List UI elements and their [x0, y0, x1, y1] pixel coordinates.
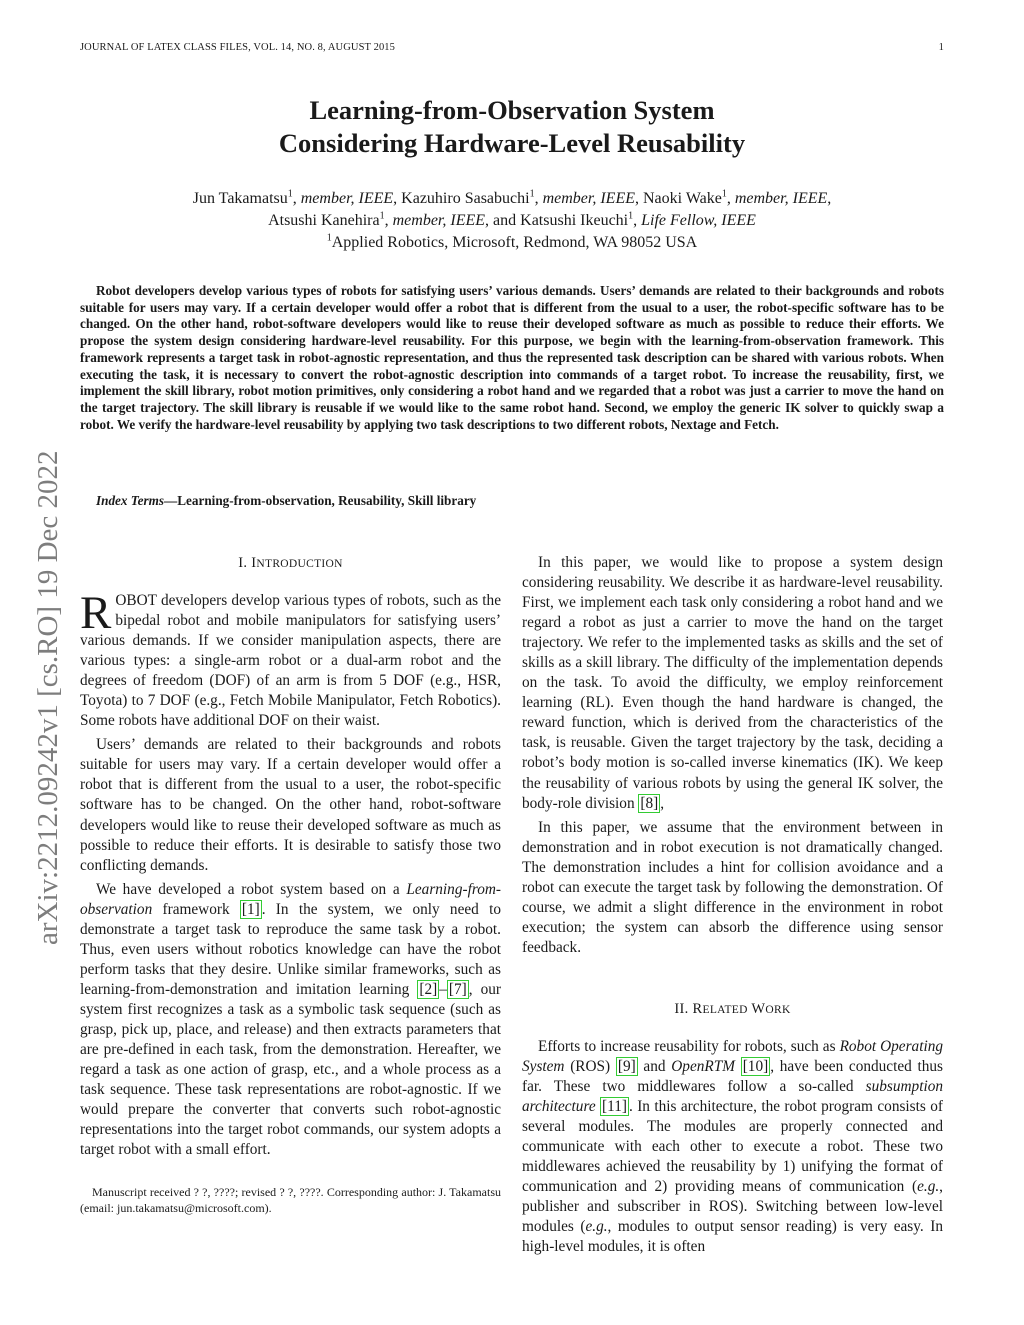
section-spacer — [522, 962, 943, 999]
citation-link[interactable]: [8] — [640, 794, 659, 812]
author-block — [80, 188, 944, 254]
emphasis-eg: e.g. — [585, 1218, 608, 1236]
index-terms-list: —Learning-from-observation, Reusability, Skill library — [164, 493, 477, 508]
section-heading-introduction — [80, 553, 501, 574]
journal-header: JOURNAL OF LATEX CLASS FILES, VOL. 14, NO. 8, AUGUST 2015 — [80, 42, 395, 53]
citation-link[interactable]: [7] — [448, 980, 467, 998]
left-column — [80, 553, 501, 1216]
text-run — [735, 1058, 741, 1075]
text-run: , publisher and subscriber in ROS). Switching between low-level modules ( — [522, 1178, 943, 1236]
right-column — [522, 553, 943, 1261]
citation-link[interactable]: [2] — [419, 980, 438, 998]
text-run: – — [439, 980, 447, 998]
related-paragraph-1 — [522, 1037, 943, 1258]
emphasis-subsumption: subsumption architecture — [522, 1078, 943, 1116]
author-name: Naoki Wake — [643, 190, 722, 207]
author-line-1: Jun Takamatsu$^1$, member, IEEE, Kazuhiro Sasabuchi$^1$, member, IEEE, Naoki Wake$^1$, member, IEEE, — [192, 188, 832, 207]
citation-link[interactable]: [11] — [602, 1098, 627, 1116]
citation-link[interactable]: [10] — [742, 1057, 769, 1075]
author-name: Atsushi Kanehira — [268, 212, 380, 229]
author-name: Katsushi Ikeuchi — [520, 212, 629, 229]
right-paragraph-2: In this paper, we assume that the environment between in demonstration and in robot execution is not dramatically changed. The demonstration includes a hint for collision avoidance and a robot can execute the target task by following the demonstration. Of course, we admit a slight difference in the environment in robot execution; the system can absorb the difference using sensor feedback. — [522, 818, 943, 956]
section-heading-related-work — [522, 999, 943, 1020]
intro-paragraph-3 — [80, 880, 501, 1161]
text-run: In this paper, we would like to propose a system design considering reusability. We describe it as hardware-level reusability. First, we implement each task only considering a robot hand and we regard a robot as just a carrier to move the hand on the target trajectory. We refer to the implemented tasks as skills and the set of skills as a skill library. The difficulty of the implementation depends on the task. To avoid the difficulty, we employ reinforcement learning (RL). Even though the hand hardware is changed, the reward function, which is derived from the characteristics of the task, is reusable. Given the target trajectory by the task, deciding a robot’s body motion is so-called inverse kinematics (IK). We keep the reusability of various robots by using the general IK solver, the body-role division — [522, 554, 943, 812]
author-role: Life Fellow, IEEE — [641, 212, 756, 229]
author-role: member, IEEE — [300, 190, 394, 207]
citation-link[interactable]: [1] — [241, 900, 260, 918]
title-line-2: Considering Hardware-Level Reusability — [278, 128, 746, 158]
emphasis-lfo: Learning-from-observation — [80, 880, 501, 918]
author-affiliation-mark: 1 — [529, 188, 535, 200]
emphasis-eg: e.g. — [917, 1178, 940, 1196]
text-run: , our system first recognizes a task as a symbolic task sequence (such as grasp, pick up, place, and release) and then extracts parameters that are pre-defined in each task, from the demonstration. Hereafter, we regard a task as one action of grasp, etc., and a whole process as a task sequence. These task representations are robot-agnostic. If we would prepare the converter that converts such robot-agnostic representations into the target robot commands, our system adopts a target robot with a small effort. — [80, 980, 501, 1159]
affiliation: Applied Robotics, Microsoft, Redmond, WA 98052 USA — [331, 234, 698, 251]
section-title-rest: NTRODUCTION — [256, 558, 343, 570]
running-head — [80, 42, 944, 53]
intro-paragraph-1 — [80, 587, 501, 731]
drop-cap: R — [80, 587, 112, 639]
author-role: member, IEEE — [392, 212, 486, 229]
section-title-initial: W — [751, 1000, 766, 1017]
author-role: member, IEEE — [542, 190, 635, 207]
paper-title — [112, 94, 912, 160]
arxiv-stamp[interactable]: arXiv:2212.09242v1 [cs.RO] 19 Dec 2022 — [32, 450, 64, 945]
section-number: II. — [674, 1000, 689, 1017]
footnote: Manuscript received ? ?, ????; revised ? ?, ????. Corresponding author: J. Takamatsu (email: jun.takamatsu@microsoft.com). — [80, 1185, 501, 1216]
author-role: member, IEEE — [734, 190, 828, 207]
text-run: , have been conducted thus far. These two middlewares follow a so-called — [522, 1057, 944, 1096]
author-affiliation-mark: 1 — [287, 188, 293, 200]
author-affiliation-mark: 1 — [721, 188, 727, 200]
emphasis-ros: Robot Operating System — [522, 1037, 943, 1075]
affiliation-line — [80, 232, 944, 254]
intro-paragraph-2: Users’ demands are related to their backgrounds and robots suitable for users may vary. If a certain developer would offer a robot that is different from the usual to a user, the robot-specific software has to be changed. On the other hand, robot-software developers would like to reuse their developed software as much as possible to reduce their efforts. It is desirable to satisfy those two conflicting demands. — [80, 736, 501, 874]
section-title-rest: ORK — [765, 1003, 791, 1016]
intro-paragraph-1-text: OBOT developers develop various types of robots, such as the bipedal robot and mobile manipulators for satisfying users’ various demands. If we consider manipulation aspects, there are various types: a single-arm robot or a dual-arm robot and the degrees of freedom (DOF) of an arm is from 5 DOF (e.g., HSR, Toyota) to 7 DOF (e.g., Fetch Mobile Manipulator, Fetch Robotics). Some robots have additional DOF on their waist. — [80, 592, 501, 730]
text-run: . In this architecture, the robot program consists of several modules. The modules are properly connected and communicate with each other to execute a robot. These two middlewares achieved the reusability by 1) unifying the format of communication and 2) providing means of communication ( — [522, 1098, 943, 1196]
author-name: Kazuhiro Sasabuchi — [401, 190, 530, 207]
author-affiliation-mark: 1 — [379, 210, 385, 222]
right-paragraph-1 — [522, 553, 943, 814]
text-run: , — [660, 794, 665, 812]
section-number: I. — [238, 555, 248, 571]
section-title-initial: I — [251, 555, 257, 571]
page-number: 1 — [938, 42, 944, 53]
text-run: . In the system, we only need to demonstrate a target task to reproduce the same task by a robot. Thus, even users without robotics knowledge can have the robot perform tasks that they desire. Unlike similar frameworks, such as learning-from-demonstration and imitation learning — [80, 900, 501, 998]
author-name: Jun Takamatsu — [192, 190, 288, 207]
section-title-rest: ELATED — [702, 1003, 748, 1016]
abstract: Robot developers develop various types of robots for satisfying users’ various demands. Users’ demands are related to their backgrounds and robots suitable for users may vary. If a certain developer would offer a robot that is different from the usual to a user, the robot-specific software has to be changed. On the other hand, robot-software developers would like to reuse their developed software as much as possible to reduce their efforts. We propose the system design considering hardware-level reusability. For this purpose, we begin with the learning-from-observation framework. This framework represents a target task in robot-agnostic representation, and thus the represented task description can be shared with various robots. When executing the task, it is necessary to convert the robot-agnostic description into commands of a target robot. To increase the reusability, first, we implement the skill library, robot motion primitives, only considering a robot hand and we regarded that a robot was just a carrier to move the hand on the target trajectory. The skill library is reusable if we would like to the same robot hand. Second, we employ the generic IK solver to quickly swap a robot. We verify the hardware-level reusability by applying two task descriptions to two different robots, Nextage and Fetch. — [80, 283, 944, 432]
author-affiliation-mark: 1 — [628, 210, 634, 222]
citation-link[interactable]: [9] — [617, 1057, 636, 1075]
text-run: (ROS) — [564, 1057, 616, 1075]
text-run: and — [637, 1057, 672, 1075]
section-title-initial: R — [692, 1000, 703, 1017]
text-run: framework — [152, 900, 240, 918]
author-line-2: Atsushi Kanehira$^1$, member, IEEE, and Katsushi Ikeuchi$^1$, Life Fellow, IEEE — [268, 210, 756, 229]
emphasis-openrtm: OpenRTM — [671, 1057, 735, 1075]
text-run: Efforts to increase reusability for robots, such as — [538, 1037, 840, 1055]
affiliation-mark: 1 — [326, 232, 332, 244]
author-and: and — [493, 212, 517, 229]
index-terms-label: Index Terms — [96, 493, 165, 508]
title-line-1: Learning-from-Observation System — [309, 95, 715, 125]
text-run: We have developed a robot system based on a — [96, 880, 407, 898]
text-run: , modules to output sensor reading) is very easy. In high-level modules, it is often — [522, 1218, 943, 1256]
index-terms — [80, 492, 944, 509]
